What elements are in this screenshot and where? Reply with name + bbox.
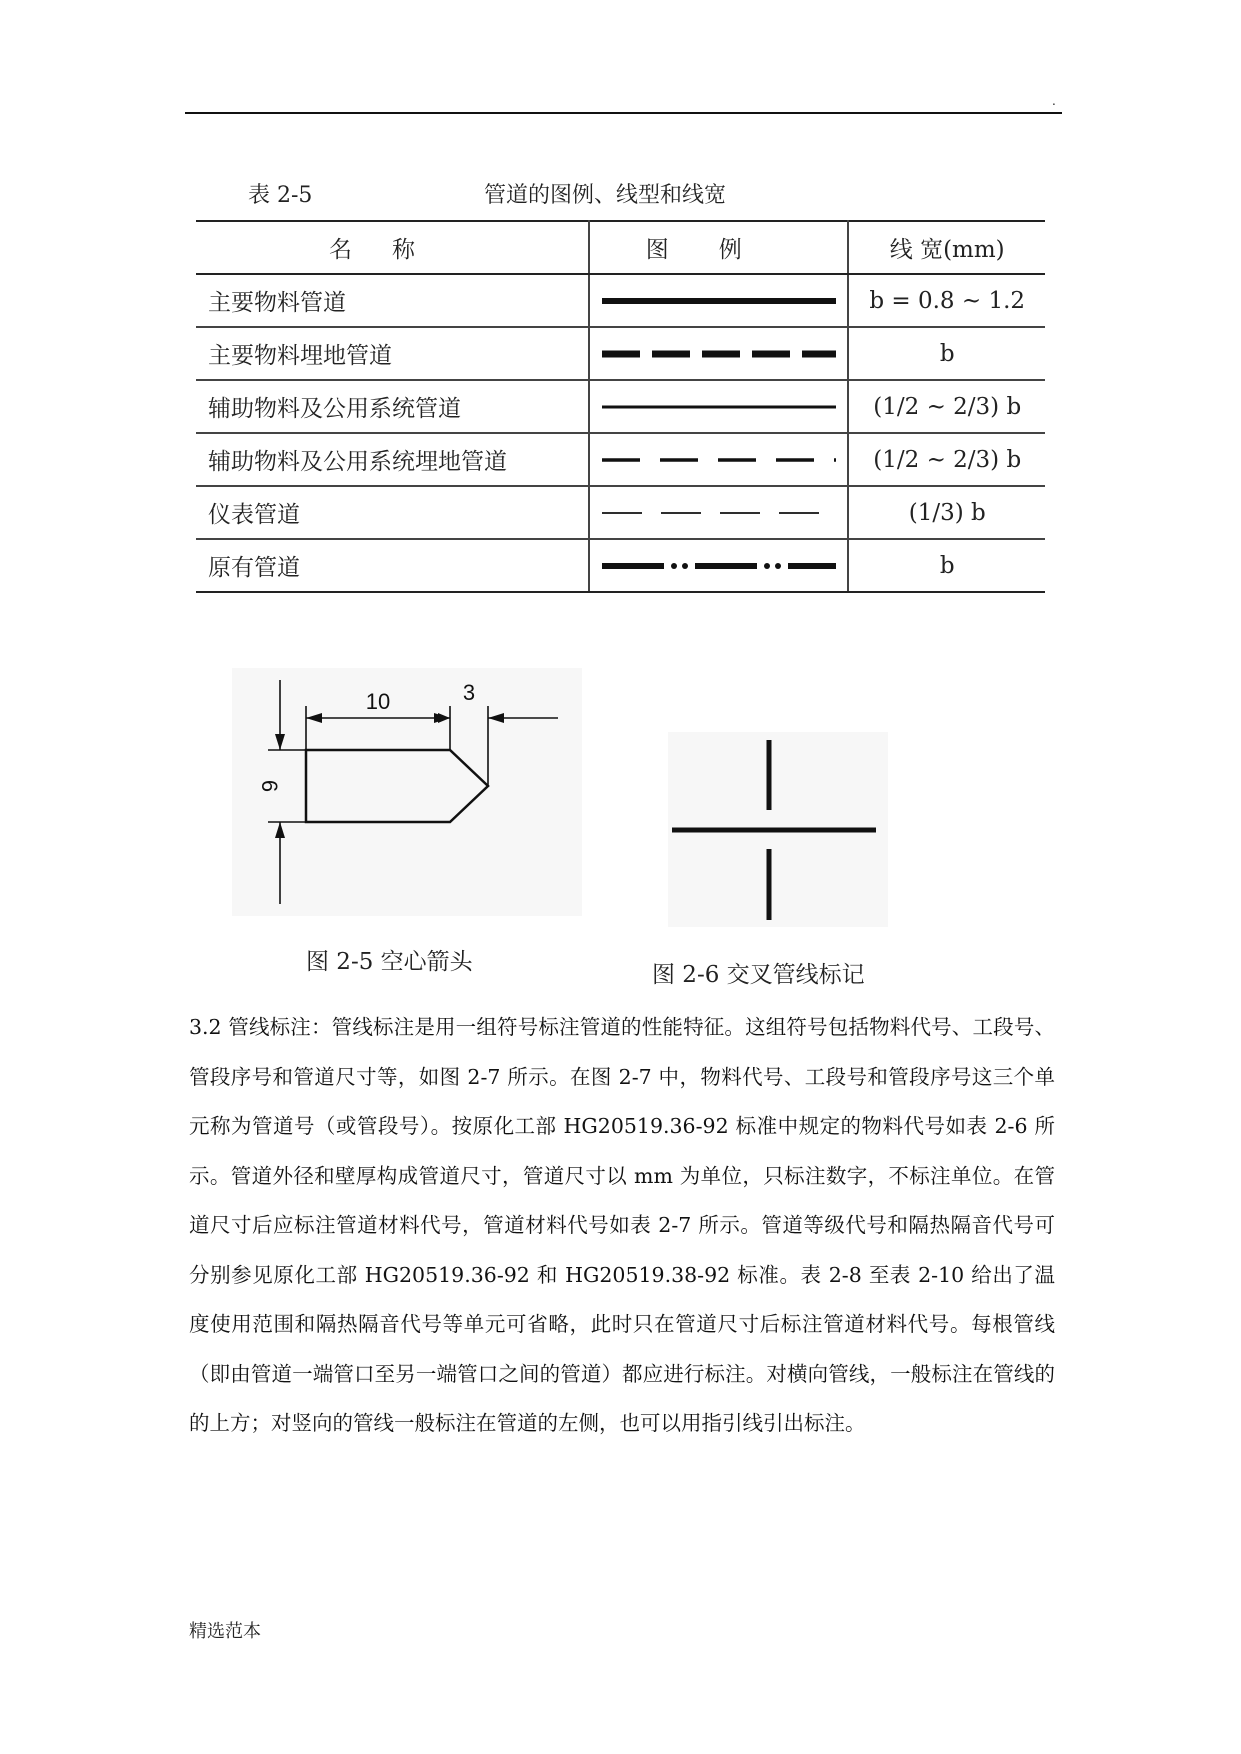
row-name: 原有管道 [196, 539, 589, 592]
column-header-width: 线 宽(mm) [848, 221, 1045, 274]
dim-tip-label: 3 [462, 680, 476, 705]
table-row [196, 433, 1045, 486]
row-width: (1/2 ~ 2/3) b [848, 380, 1045, 433]
figure-caption-2-6: 图 2-6 交叉管线标记 [652, 962, 865, 988]
row-name: 主要物料管道 [196, 274, 589, 327]
row-width: (1/2 ~ 2/3) b [848, 433, 1045, 486]
pipe-legend-table [196, 220, 1045, 593]
row-width: b [848, 327, 1045, 380]
table-caption-number: 表 2-5 [248, 183, 313, 208]
table-row [196, 486, 1045, 539]
medium-dashed-line-symbol [589, 433, 848, 486]
table-row [196, 327, 1045, 380]
row-name: 辅助物料及公用系统管道 [196, 380, 589, 433]
table-caption-title: 管道的图例、线型和线宽 [484, 183, 727, 208]
header-dot: . [1052, 94, 1056, 108]
row-name: 辅助物料及公用系统埋地管道 [196, 433, 589, 486]
header-rule [185, 112, 1062, 114]
column-header-name: 名称 [196, 221, 589, 274]
figure-caption-2-5: 图 2-5 空心箭头 [306, 949, 473, 975]
table-row [196, 274, 1045, 327]
row-name: 仪表管道 [196, 486, 589, 539]
column-header-symbol: 图例 [589, 221, 848, 274]
footer-text: 精选范本 [189, 1621, 261, 1642]
table-row [196, 380, 1045, 433]
row-width: b = 0.8 ~ 1.2 [848, 274, 1045, 327]
thick-dashed-line-symbol [589, 327, 848, 380]
figure-crossing-pipelines [668, 732, 888, 927]
thick-solid-line-symbol [589, 274, 848, 327]
dim-length-label: 10 [365, 689, 391, 714]
thin-dashed-line-symbol [589, 486, 848, 539]
row-width: b [848, 539, 1045, 592]
medium-solid-line-symbol [589, 380, 848, 433]
dim-height-label: 6 [257, 779, 282, 793]
figure-hollow-arrow [232, 668, 582, 916]
table-row [196, 539, 1045, 592]
row-name: 主要物料埋地管道 [196, 327, 589, 380]
body-paragraph: 3.2 管线标注：管线标注是用一组符号标注管道的性能特征。这组符号包括物料代号、工段号、管段序号和管道尺寸等，如图 2-7 所示。在图 2-7 中，物料代号、工段号和管段序号这三个单元称为管道号（或管段号）。按原化工部 HG20519.36-92 标准中规定的物料代号如表 2-6 所示。管道外径和壁厚构成管道尺寸，管道尺寸以 mm 为单位，只标注数字，不标注单位。在管道尺寸后应标注管道材料代号，管道材料代号如表 2-7 所示。管道等级代号和隔热隔音代号可分别参见原化工部 HG20519.36-92 和 HG20519.38-92 标准。表 2-8 至表 2-10 给出了温度使用范围和隔热隔音代号等单元可省略，此时只在管道尺寸后标注管道材料代号。每根管线（即由管道一端管口至另一端管口之间的管道）都应进行标注。对横向管线，一般标注在管线的的上方；对竖向的管线一般标注在管道的左侧，也可以用指引线引出标注。 [189, 1015, 1055, 1435]
row-width: (1/3) b [848, 486, 1045, 539]
double-dot-chain-line-symbol [589, 539, 848, 592]
table-header-row [196, 221, 1045, 274]
